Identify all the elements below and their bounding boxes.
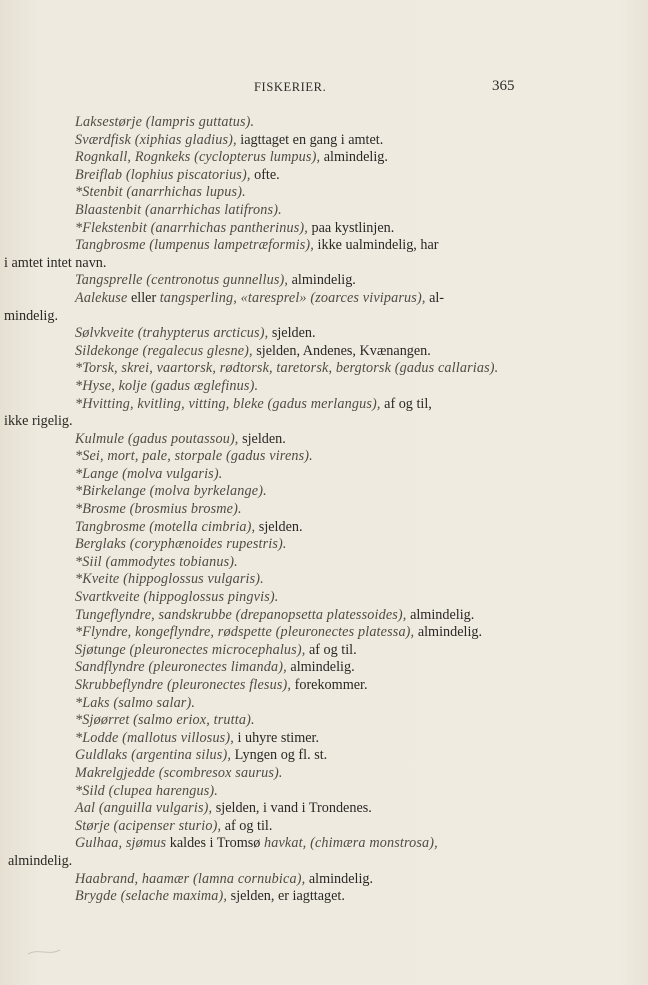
entry-line — [0, 255, 648, 273]
entry-note: ofte. — [250, 166, 280, 183]
species-name: Tangsprelle (centronotus gunnellus), — [75, 272, 289, 289]
entry-note: i amtet intet navn. — [4, 254, 107, 271]
entry-line — [0, 536, 648, 554]
species-name: Tungeflyndre, sandskrubbe (drepanopsetta platessoides), — [75, 606, 407, 623]
species-name: Aal (anguilla vulgaris), — [75, 800, 213, 817]
entry-line — [0, 237, 648, 255]
running-title: FISKERIER. — [254, 80, 327, 94]
entry-note: ikke ualmindelig, har — [314, 237, 439, 254]
entry-line — [0, 818, 648, 836]
species-name: Makrelgjedde (scombresox saurus). — [75, 764, 283, 781]
entry-note: almindelig. — [414, 624, 483, 641]
entry-line — [0, 167, 648, 185]
species-name: havkat, (chimæra monstrosa), — [263, 835, 438, 852]
species-name: tangsperling, «taresprel» (zoarces viviparus), — [159, 289, 426, 306]
entry-line — [0, 589, 648, 607]
species-name: Berglaks (coryphænoides rupestris). — [75, 536, 287, 553]
species-name: Sildekonge (regalecus glesne), — [75, 342, 253, 359]
entry-line — [0, 360, 648, 378]
entry-note: mindelig. — [4, 307, 58, 324]
species-name: *Flyndre, kongeflyndre, rødspette (pleuronectes platessa), — [75, 624, 415, 641]
species-name: Blaastenbit (anarrhichas latifrons). — [75, 201, 282, 218]
entry-note: almindelig. — [305, 870, 374, 887]
species-name: Tangbrosme (motella cimbria), — [75, 518, 256, 535]
entry-note: almindelig. — [406, 606, 475, 623]
entry-note: i uhyre stimer. — [233, 729, 320, 746]
entry-line — [0, 501, 648, 519]
species-name: *Torsk, skrei, vaartorsk, rødtorsk, taretorsk, bergtorsk (gadus callarias). — [75, 360, 499, 377]
species-name: Gulhaa, sjømus — [75, 835, 167, 852]
species-name: *Kveite (hippoglossus vulgaris). — [75, 571, 264, 588]
entry-line — [0, 835, 648, 853]
entry-note: kaldes i Tromsø — [166, 835, 264, 852]
entry-line — [0, 114, 648, 132]
entry-line — [0, 132, 648, 150]
entry-note: paa kystlinjen. — [307, 219, 395, 236]
entry-line — [0, 378, 648, 396]
entry-line — [0, 466, 648, 484]
entry-note: sjelden, i vand i Trondenes. — [212, 800, 372, 817]
page-number: 365 — [492, 78, 515, 94]
species-name: Svartkveite (hippoglossus pingvis). — [75, 589, 279, 606]
entry-note: almindelig. — [288, 272, 356, 289]
species-name: Sølvkveite (trahypterus arcticus), — [75, 325, 269, 342]
entry-line — [0, 747, 648, 765]
species-name: *Lange (molva vulgaris). — [75, 465, 223, 482]
entry-line — [0, 607, 648, 625]
entry-note: af og til. — [221, 817, 273, 834]
species-name: Brygde (selache maxima), — [75, 888, 228, 905]
entry-note: sjelden. — [268, 325, 316, 342]
entry-line — [0, 871, 648, 889]
species-name: *Birkelange (molva byrkelange). — [75, 483, 267, 500]
entry-note: almindelig. — [8, 852, 73, 869]
species-name: Haabrand, haamær (lamna cornubica), — [75, 870, 306, 887]
entry-line — [0, 431, 648, 449]
entry-note: sjelden, Andenes, Kvænangen. — [252, 342, 431, 359]
entry-line — [0, 800, 648, 818]
page-header — [0, 80, 648, 100]
entry-line — [0, 290, 648, 308]
entry-line — [0, 765, 648, 783]
entry-line — [0, 712, 648, 730]
entry-note: almindelig. — [286, 659, 355, 676]
species-name: *Laks (salmo salar). — [75, 694, 196, 711]
species-name: Rognkall, Rognkeks (cyclopterus lumpus), — [75, 149, 321, 166]
species-name: Aalekuse — [75, 289, 128, 306]
entry-line — [0, 853, 648, 871]
species-name: Skrubbeflyndre (pleuronectes flesus), — [75, 677, 292, 693]
species-name: *Sjøørret (salmo eriox, trutta). — [75, 712, 255, 729]
entry-line — [0, 519, 648, 537]
entry-note: al- — [425, 289, 445, 306]
species-name: *Siil (ammodytes tobianus). — [75, 553, 238, 570]
entry-note: sjelden. — [238, 430, 286, 447]
entry-line — [0, 343, 648, 361]
species-name: Guldlaks (argentina silus), — [75, 747, 232, 764]
entry-line — [0, 571, 648, 589]
entry-note: forekommer. — [291, 677, 368, 693]
entry-note: ikke rigelig. — [4, 413, 73, 430]
entry-note: iagttaget en gang i amtet. — [236, 131, 384, 148]
entry-note: Lyngen og fl. st. — [231, 747, 328, 764]
entry-note: af og til. — [305, 641, 357, 658]
entry-line — [0, 659, 648, 677]
species-name: *Hyse, kolje (gadus æglefinus). — [75, 377, 259, 394]
entry-line — [0, 325, 648, 343]
entry-note: almindelig. — [320, 149, 388, 166]
entry-line — [0, 624, 648, 642]
species-name: Sandflyndre (pleuronectes limanda), — [75, 659, 287, 676]
species-name: *Brosme (brosmius brosme). — [75, 501, 242, 518]
species-name: *Flekstenbit (anarrhichas pantherinus), — [75, 219, 308, 236]
entry-line — [0, 308, 648, 326]
entry-line — [0, 642, 648, 660]
entry-line — [0, 149, 648, 167]
entry-note: eller — [127, 289, 160, 306]
entry-line — [0, 448, 648, 466]
entry-note: sjelden. — [255, 518, 303, 535]
species-name: Sjøtunge (pleuronectes microcephalus), — [75, 641, 306, 658]
entry-line — [0, 184, 648, 202]
entry-line — [0, 396, 648, 414]
entry-line — [0, 483, 648, 501]
species-name: Breiflab (lophius piscatorius), — [75, 166, 251, 183]
page-edge-mark — [26, 944, 86, 958]
species-name: Tangbrosme (lumpenus lampetræformis), — [75, 237, 314, 254]
entry-line — [0, 413, 648, 431]
entry-note: af og til, — [380, 395, 432, 412]
entry-line — [0, 272, 648, 290]
entry-line — [0, 220, 648, 238]
species-name: *Sei, mort, pale, storpale (gadus virens). — [75, 448, 313, 465]
species-name: Laksestørje (lampris guttatus). — [75, 114, 255, 130]
species-name: Sværdfisk (xiphias gladius), — [75, 131, 237, 148]
fish-species-list — [0, 114, 648, 906]
species-name: *Sild (clupea harengus). — [75, 782, 218, 799]
entry-line — [0, 695, 648, 713]
species-name: *Stenbit (anarrhichas lupus). — [75, 184, 246, 201]
entry-line — [0, 202, 648, 220]
species-name: Størje (acipenser sturio), — [75, 817, 222, 834]
entry-note: sjelden, er iagttaget. — [227, 888, 345, 905]
species-name: *Hvitting, kvitling, vitting, bleke (gadus merlangus), — [75, 395, 381, 412]
species-name: *Lodde (mallotus villosus), — [75, 729, 234, 746]
entry-line — [0, 783, 648, 801]
entry-line — [0, 730, 648, 748]
species-name: Kulmule (gadus poutassou), — [75, 430, 239, 447]
entry-line — [0, 677, 648, 695]
entry-line — [0, 888, 648, 906]
entry-line — [0, 554, 648, 572]
